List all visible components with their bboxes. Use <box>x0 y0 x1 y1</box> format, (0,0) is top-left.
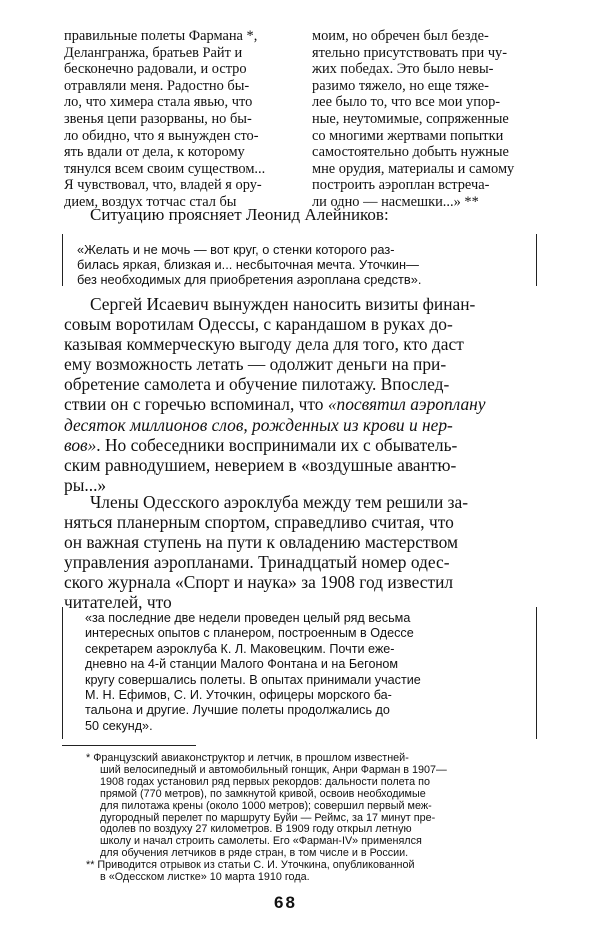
text-line: ло, что химера стала явью, что <box>64 94 253 111</box>
text-line: совым воротилам Одессы, с карандашом в руках до- <box>64 314 453 335</box>
italic-quote: «посвятил аэроплану <box>327 394 486 415</box>
footnote-line: для обучения летчиков в ряде стран, в том числе и в России. <box>100 847 409 860</box>
text-line: ятельно присутствовать при чу- <box>312 44 508 61</box>
text-line: разимо тяжело, но еще тяже- <box>312 77 489 94</box>
text-line: моим, но обречен был безде- <box>312 28 489 44</box>
text-line: правильные полеты Фармана *, <box>64 28 258 44</box>
text-line: ять вдали от дела, к которому <box>64 144 245 161</box>
text-line: со многими жертвами попытки <box>312 127 504 144</box>
footnote-line: дугородный перелет по маршруту Буйи — Реймс, за 17 минут пре- <box>100 811 436 824</box>
text-line: няться планерным спортом, справедливо считая, что <box>64 512 454 533</box>
text-line <box>64 435 486 455</box>
footnote-line: школу и начал строить самолеты. Его «Фарман-IV» применялся <box>100 835 422 848</box>
text-line: ским равнодушием, неверием в «воздушные авантю- <box>64 454 457 475</box>
text-line: ры...» <box>64 474 107 495</box>
quote-line: тальона и другие. Лучшие полеты продолжались до <box>85 703 390 718</box>
text-line: ные, неутомимые, сопряженные <box>312 110 509 127</box>
text-line: ского журнала «Спорт и наука» за 1908 год известил <box>64 572 454 593</box>
text-line: отравляли меня. Радостно бы- <box>64 77 250 94</box>
quote-line: «Желать и не мочь — вот круг, о стенки которого раз- <box>77 242 395 257</box>
intro-line: Ситуацию проясняет Леонид Алейников: <box>90 205 389 224</box>
paragraph-aeroclub <box>64 492 468 613</box>
italic-quote: вов» <box>64 434 97 455</box>
top-left-column <box>64 28 296 211</box>
text-line: ло обидно, что я вынужден сто- <box>64 127 259 144</box>
quote-line: интересных опытов с планером, построенным в Одессе <box>85 626 414 641</box>
footnote-line: ший велосипедный и автомобильный гонщик, Анри Фарман в 1907— <box>100 763 447 776</box>
text-line: Делангранжа, братьев Райт и <box>64 44 243 61</box>
page-number: 68 <box>274 893 297 912</box>
text-line: тянулся всем своим существом... <box>64 160 266 177</box>
footnotes <box>86 752 447 884</box>
italic-quote: десяток миллионов слов, рожденных из крови и нер- <box>64 414 453 435</box>
paragraph-utochkin-visits <box>64 294 486 495</box>
footnote-line: * Французский авиаконструктор и летчик, в прошлом известней- <box>86 752 409 764</box>
quote-line: дневно на 4-й станции Малого Фонтана и на Бегоном <box>85 657 399 672</box>
text-line: мне орудия, материалы и самому <box>312 160 515 177</box>
quote-sport-and-science <box>62 607 537 739</box>
text-line: читателей, что <box>64 592 172 613</box>
text-line <box>64 394 486 414</box>
footnote-divider <box>62 745 196 746</box>
text-line: дием, воздух тотчас стал бы <box>64 193 237 210</box>
text-line: жих победах. Это было невы- <box>312 61 494 78</box>
text-line: Члены Одесского аэроклуба между тем решили за- <box>90 492 469 512</box>
quote-line: без необходимых для приобретения аэроплана средств». <box>77 272 422 287</box>
footnote-line: 1908 годах установил ряд первых рекордов: дальности полета по <box>100 775 430 788</box>
text-segment: ствии он с горечью вспоминал, что <box>64 394 324 415</box>
text-line: бесконечно радовали, и остро <box>64 61 247 78</box>
text-line: он важная ступень на пути к овладению мастерством <box>64 532 458 553</box>
text-line: самостоятельно добыть нужные <box>312 144 509 161</box>
text-segment: . Но собеседники воспринимали их с обыватель- <box>96 434 458 455</box>
text-line: звенья цепи разорваны, но бы- <box>64 110 252 127</box>
text-line: ему возможность летать — одолжит деньги на при- <box>64 354 447 375</box>
quote-line: 50 секунд». <box>85 718 153 733</box>
text-line: управления аэропланами. Тринадцатый номер одес- <box>64 552 450 573</box>
text-line: ли одно — насмешки...» ** <box>312 193 479 210</box>
quote-line: кругу совершались полеты. В опытах принимали участие <box>85 672 421 687</box>
top-right-column <box>312 28 542 211</box>
quote-line: секретарем аэроклуба К. Л. Маковецким. Почти еже- <box>85 641 395 656</box>
quote-line: М. Н. Ефимов, С. И. Уточкин, офицеры морского ба- <box>85 688 392 703</box>
text-line: лее было то, что все мои упор- <box>312 94 501 111</box>
footnote-line: прямой (770 метров), по замкнутой кривой, освоив необходимые <box>100 787 426 800</box>
quote-line: билась яркая, близкая и... несбыточная мечта. Уточкин— <box>77 257 419 272</box>
footnote-line: в «Одесском листке» 10 марта 1910 года. <box>100 871 310 884</box>
text-line: Сергей Исаевич вынужден наносить визиты финан- <box>90 294 476 314</box>
text-line: Я чувствовал, что, владей я ору- <box>64 177 262 194</box>
quote-aleinikov <box>62 234 537 286</box>
footnote-line: ** Приводится отрывок из статьи С. И. Уточкина, опубликованной <box>86 859 415 872</box>
quote-line: «за последние две недели проведен целый ряд весьма <box>85 611 411 625</box>
text-line: обретение самолета и обучение пилотажу. Впослед- <box>64 374 450 395</box>
text-line: казывая коммерческую выгоду дела для того, кто даст <box>64 334 464 355</box>
text-line: построить аэроплан встреча- <box>312 177 490 194</box>
footnote-line: одолев по воздуху 27 километров. В 1909 году открыл летную <box>100 823 412 836</box>
footnote-line: для пилотажа крены (около 1000 метров); совершил первый меж- <box>100 799 432 812</box>
